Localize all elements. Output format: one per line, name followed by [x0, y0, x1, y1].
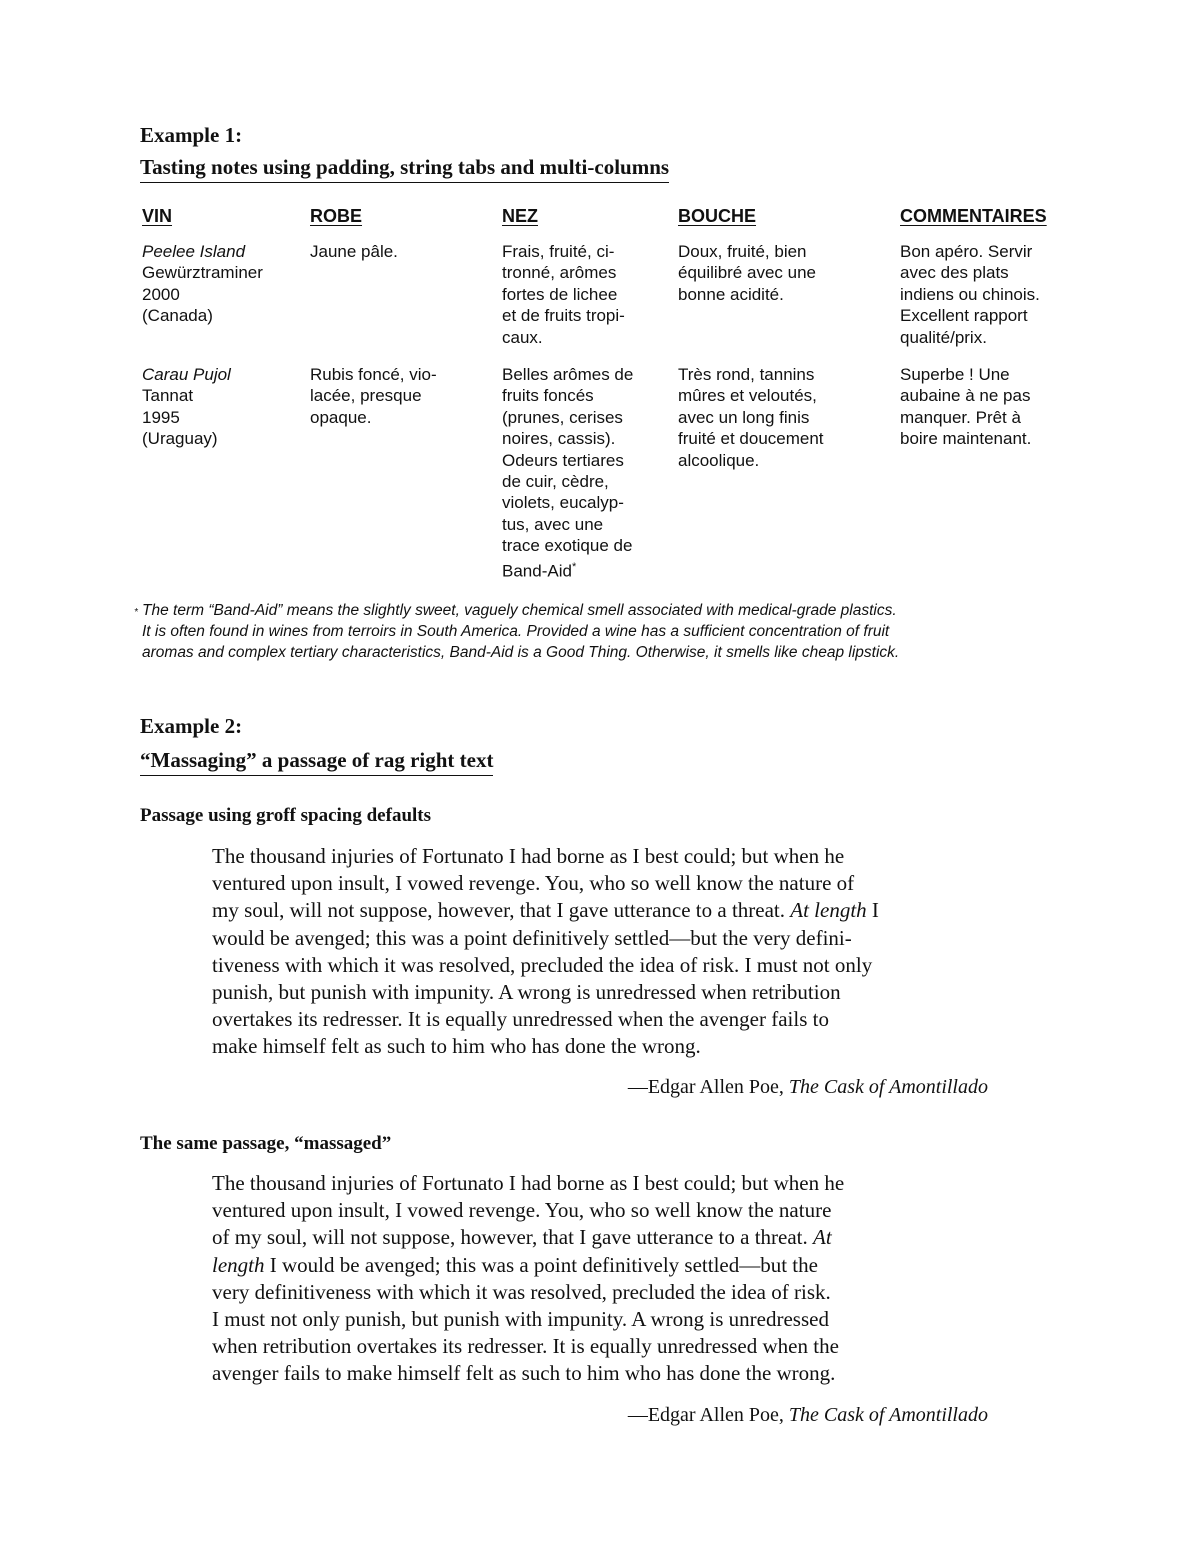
passage-line: very definitiveness with which it was resolved, precluded the idea of risk. [212, 1279, 831, 1304]
passage-line: tiveness with which it was resolved, precluded the idea of risk. I must not only [212, 952, 873, 977]
wine-name: Carau Pujol [142, 365, 231, 384]
cell-line: Bon apéro. Servir [900, 242, 1033, 261]
row-1-commentaires [900, 241, 1040, 348]
cell-line: fruits foncés [502, 386, 594, 406]
cell-line: et de fruits tropi- [502, 306, 625, 326]
footnote-line: It is often found in wines from terroirs in South America. Provided a wine has a sufficient concentration of fruit [142, 622, 890, 640]
example-1-label: Example 1: [140, 123, 243, 147]
column-header-bouche: BOUCHE [678, 206, 757, 226]
cell-line: 1995 [142, 407, 180, 427]
cell-line: caux. [502, 327, 543, 347]
cell-line: équilibré avec une [678, 263, 816, 283]
cell-line [502, 557, 633, 582]
cell-line: Tannat [142, 386, 194, 406]
cell-line: avec un long finis [678, 407, 810, 427]
column-header-commentaires: COMMENTAIRES [900, 206, 1047, 226]
work-title: The Cask of Amontillado [788, 1076, 988, 1098]
cell-line: 2000 [142, 284, 180, 304]
passage-line: ventured upon insult, I vowed revenge. You, who so well know the nature of [212, 871, 855, 896]
row-1-nez [502, 241, 625, 348]
passage-line: I must not only punish, but punish with impunity. A wrong is unredressed [212, 1307, 829, 1332]
row-2-commentaires [900, 364, 1031, 450]
row-1-bouche [678, 241, 816, 305]
cell-line: Gewürztraminer [142, 263, 263, 283]
cell-line: fortes de lichee [502, 284, 618, 304]
passage-line: overtakes its redresser. It is equally unredressed when the avenger fails to [212, 1007, 829, 1032]
example-1-title: Tasting notes using padding, string tabs and multi-columns [140, 155, 669, 183]
passage-line: when retribution overtakes its redresser. It is equally unredressed when the [212, 1334, 839, 1359]
cell-line: (prunes, cerises [502, 407, 623, 427]
cell-line: de cuir, cèdre, [502, 472, 609, 492]
passage-line: of my soul, will not suppose, however, that I gave utterance to a threat. At [212, 1225, 832, 1250]
row-1-vin [142, 241, 263, 327]
passage-line: avenger fails to make himself felt as such to him who has done the wrong. [212, 1361, 836, 1386]
footnote-line: The term “Band-Aid” means the slightly sweet, vaguely chemical smell associated with medical-grade plastics. [142, 602, 897, 619]
example-2-label: Example 2: [140, 714, 243, 738]
passage-line: The thousand injuries of Fortunato I had borne as I best could; but when he [212, 1171, 845, 1195]
cell-line: violets, eucalyp- [502, 493, 624, 513]
row-1-robe [310, 241, 398, 262]
passage-2-heading: The same passage, “massaged” [140, 1133, 392, 1154]
cell-line: Doux, fruité, bien [678, 242, 807, 261]
footnote [134, 601, 1074, 663]
passage-line: punish, but punish with impunity. A wrong is unredressed when retribution [212, 980, 841, 1005]
passage-line: my soul, will not suppose, however, that I gave utterance to a threat. At length I [212, 898, 879, 923]
cell-line: Odeurs tertiares [502, 450, 624, 470]
passage-line: ventured upon insult, I vowed revenge. You, who so well know the nature [212, 1198, 832, 1223]
cell-line: Frais, fruité, ci- [502, 242, 615, 261]
cell-line: Excellent rapport [900, 306, 1028, 326]
cell-line: (Uraguay) [142, 429, 218, 449]
cell-line: boire maintenant. [900, 429, 1032, 449]
row-2-bouche [678, 364, 824, 471]
cell-line: aubaine à ne pas [900, 386, 1031, 406]
passage-1 [212, 843, 879, 1061]
cell-line: alcoolique. [678, 450, 760, 470]
example-2-title: “Massaging” a passage of rag right text [140, 748, 493, 776]
passage-line: length I would be avenged; this was a point definitively settled—but the [212, 1252, 818, 1277]
cell-line: tronné, arômes [502, 263, 617, 283]
cell-line: (Canada) [142, 306, 213, 326]
row-2-robe [310, 364, 437, 428]
cell-line: Jaune pâle. [310, 242, 398, 261]
cell-line: opaque. [310, 407, 372, 427]
footnote-mark: * [134, 607, 138, 618]
cell-line: Superbe ! Une [900, 365, 1010, 384]
cell-line: avec des plats [900, 263, 1009, 283]
cell-line: indiens ou chinois. [900, 284, 1040, 304]
footnote-line: aromas and complex tertiary characteristics, Band-Aid is a Good Thing. Otherwise, it smells like cheap lipstick. [142, 643, 900, 661]
cell-line: fruité et doucement [678, 429, 824, 449]
cell-line: mûres et veloutés, [678, 386, 817, 406]
footnote-reference: * [571, 560, 577, 573]
cell-line: tus, avec une [502, 514, 604, 534]
column-header-nez: NEZ [502, 206, 538, 226]
passage-line: The thousand injuries of Fortunato I had borne as I best could; but when he [212, 844, 845, 868]
cell-line: bonne acidité. [678, 284, 784, 304]
cell-line: trace exotique de [502, 536, 633, 556]
passage-line: would be avenged; this was a point definitively settled—but the very defini- [212, 925, 852, 950]
wine-name: Peelee Island [142, 242, 246, 261]
row-2-vin [142, 364, 231, 450]
band-aid-text: Band-Aid [502, 561, 572, 581]
passage-1-attribution: —Edgar Allen Poe, The Cask of Amontillado [627, 1076, 988, 1098]
cell-line: qualité/prix. [900, 327, 987, 347]
passage-line: make himself felt as such to him who has done the wrong. [212, 1034, 701, 1059]
cell-line: noires, cassis). [502, 429, 616, 449]
cell-line: Rubis foncé, vio- [310, 365, 437, 384]
cell-line: Belles arômes de [502, 365, 634, 384]
column-header-robe: ROBE [310, 206, 363, 226]
row-2-nez [502, 364, 633, 582]
passage-2 [212, 1170, 844, 1388]
passage-2-attribution: —Edgar Allen Poe, The Cask of Amontillado [627, 1404, 988, 1426]
cell-line: manquer. Prêt à [900, 407, 1021, 427]
work-title: The Cask of Amontillado [788, 1404, 988, 1426]
cell-line: lacée, presque [310, 386, 422, 406]
cell-line: Très rond, tannins [678, 365, 815, 384]
column-header-vin: VIN [142, 206, 173, 226]
passage-1-heading: Passage using groff spacing defaults [140, 805, 432, 826]
